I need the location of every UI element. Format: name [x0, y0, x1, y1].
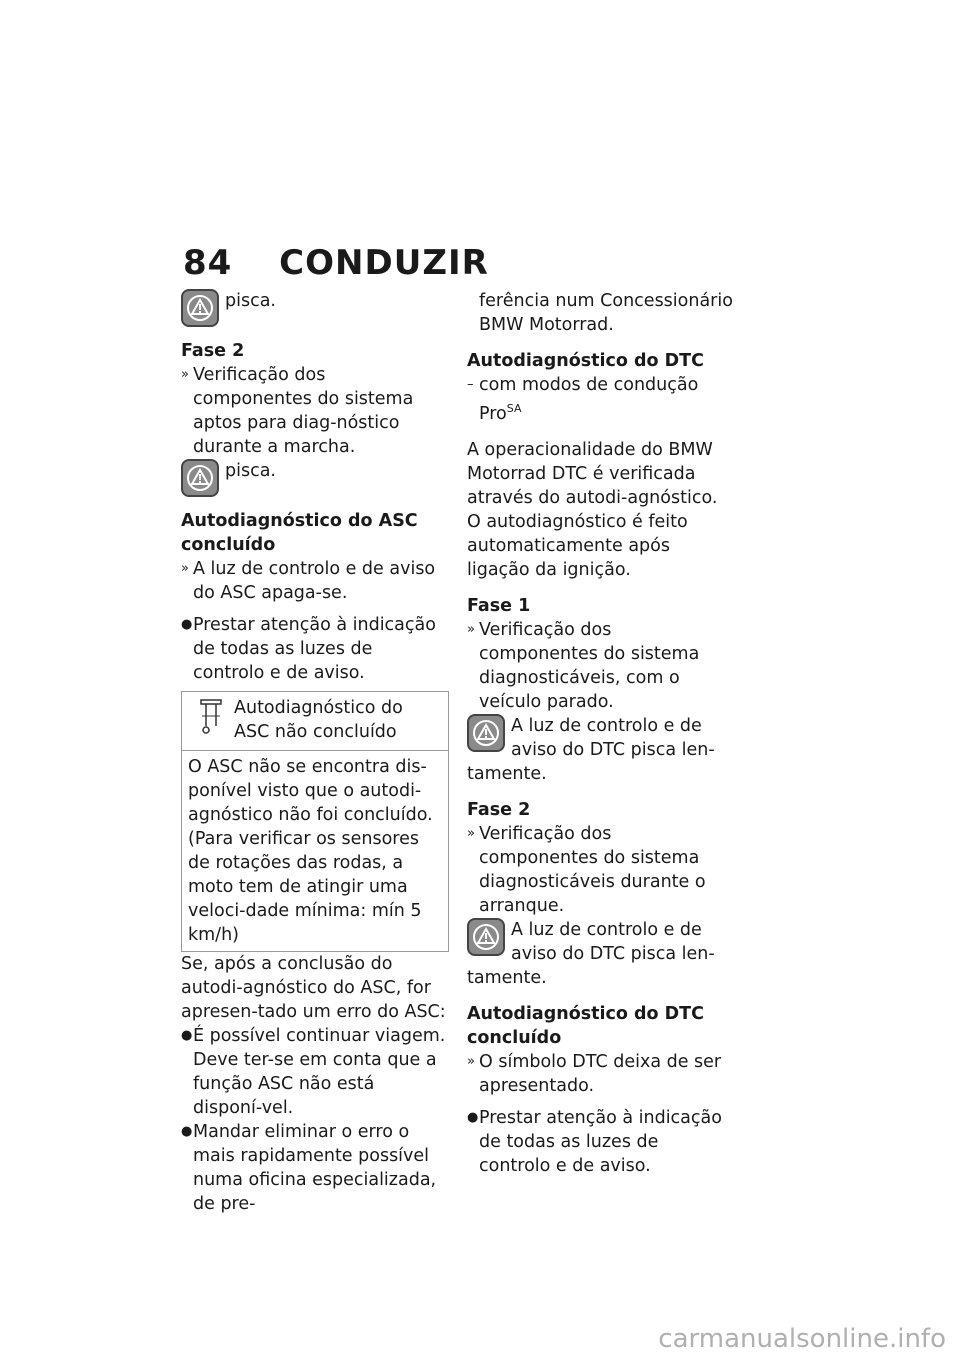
list-item-text: Verificação dos componentes do sistema aptos para diag-nóstico durante a marcha. — [193, 365, 414, 457]
warning-triangle-icon — [181, 459, 219, 497]
bullet-text: Prestar atenção à indicação de todas as luzes de controlo e de aviso. — [193, 615, 436, 683]
warning-triangle-icon — [181, 289, 219, 327]
dash-marker: – — [467, 377, 474, 392]
blink-text: A luz de controlo e de aviso do DTC pisca len- — [511, 919, 715, 964]
bullet-text: É possível continuar viagem. Deve ter-se em conta que a função ASC não está disponí-vel. — [193, 1026, 446, 1118]
list-item-text: A luz de controlo e de aviso do ASC apaga-se. — [193, 559, 436, 603]
bullet-marker: ● — [467, 1109, 479, 1125]
note-title: Autodiagnóstico do ASC não concluído — [234, 698, 403, 742]
blink-row — [467, 714, 735, 762]
asc-done-heading: Autodiagnóstico do ASC concluído — [181, 511, 418, 555]
dtc-done-heading: Autodiagnóstico do DTC concluído — [467, 1003, 704, 1048]
gauge-icon — [188, 696, 234, 744]
blink-tail: tamente. — [467, 763, 547, 784]
blink-row — [467, 918, 735, 966]
continued-text: ferência num Concessionário BMW Motorrad. — [479, 291, 733, 335]
page-header — [183, 243, 489, 283]
blink-row-2 — [181, 459, 449, 497]
blink-text: pisca. — [225, 461, 276, 481]
list-item-text: Verificação dos componentes do sistema diagnosticáveis, com o veículo parado. — [479, 619, 700, 712]
warning-triangle-icon — [467, 918, 505, 956]
arrow-marker: » — [467, 1053, 475, 1069]
blink-text: pisca. — [225, 291, 276, 311]
blink-text: A luz de controlo e de aviso do DTC pisca len- — [511, 715, 715, 760]
list-item-text: O símbolo DTC deixa de ser apresentado. — [479, 1051, 722, 1096]
note-header — [182, 692, 448, 751]
bullet-item — [181, 1024, 449, 1120]
blink-tail: tamente. — [467, 967, 547, 988]
bullet-item — [181, 613, 449, 685]
watermark: carmanualsonline.info — [658, 1324, 946, 1354]
arrow-marker: » — [467, 621, 475, 637]
bullet-text: Mandar eliminar o erro o mais rapidamente possível numa oficina especializada, de pre- — [193, 1122, 437, 1214]
list-item-text: Verificação dos componentes do sistema diagnosticáveis durante o arranque. — [479, 823, 706, 916]
bullet-marker: ● — [181, 1028, 193, 1043]
arrow-marker: » — [181, 561, 189, 576]
arrow-marker: » — [181, 367, 189, 382]
dtc-sub-text: com modos de condução Pro — [479, 375, 699, 424]
warning-note — [181, 691, 449, 952]
bullet-item — [181, 1120, 449, 1216]
page-title: CONDUZIR — [279, 243, 489, 283]
bullet-item — [467, 1106, 735, 1178]
sa-superscript: SA — [506, 402, 522, 415]
arrow-marker: » — [467, 825, 475, 841]
list-item — [467, 618, 735, 714]
bullet-marker: ● — [181, 617, 193, 632]
bullet-text: Prestar atenção à indicação de todas as luzes de controlo e de aviso. — [479, 1107, 722, 1176]
warning-triangle-icon — [467, 714, 505, 752]
list-item — [181, 363, 449, 459]
paragraph: Se, após a conclusão do autodi-agnóstico do ASC, for apresen-tado um erro do ASC: — [181, 954, 446, 1022]
phase-2-heading: Fase 2 — [181, 341, 245, 361]
right-column — [467, 289, 735, 1178]
list-item — [181, 557, 449, 605]
phase-1-heading: Fase 1 — [467, 595, 531, 616]
phase-2-heading: Fase 2 — [467, 799, 531, 820]
bullet-marker: ● — [181, 1124, 193, 1139]
note-body: O ASC não se encontra dis-ponível visto que o autodi-agnóstico não foi concluído. (Para verificar os sensores de rotações das rodas, a moto tem de atingir uma veloci-dade mínima: mín 5 km/h) — [188, 757, 433, 945]
dtc-heading: Autodiagnóstico do DTC — [467, 351, 704, 371]
left-column — [181, 289, 449, 1216]
dtc-subheading — [467, 373, 735, 426]
list-item — [467, 822, 735, 918]
page-number: 84 — [183, 243, 233, 283]
blink-row-1 — [181, 289, 449, 327]
list-item — [467, 1050, 735, 1098]
paragraph: A operacionalidade do BMW Motorrad DTC é verificada através do autodi-agnóstico. O autodiagnóstico é feito automaticamente após ligação da ignição. — [467, 439, 718, 580]
